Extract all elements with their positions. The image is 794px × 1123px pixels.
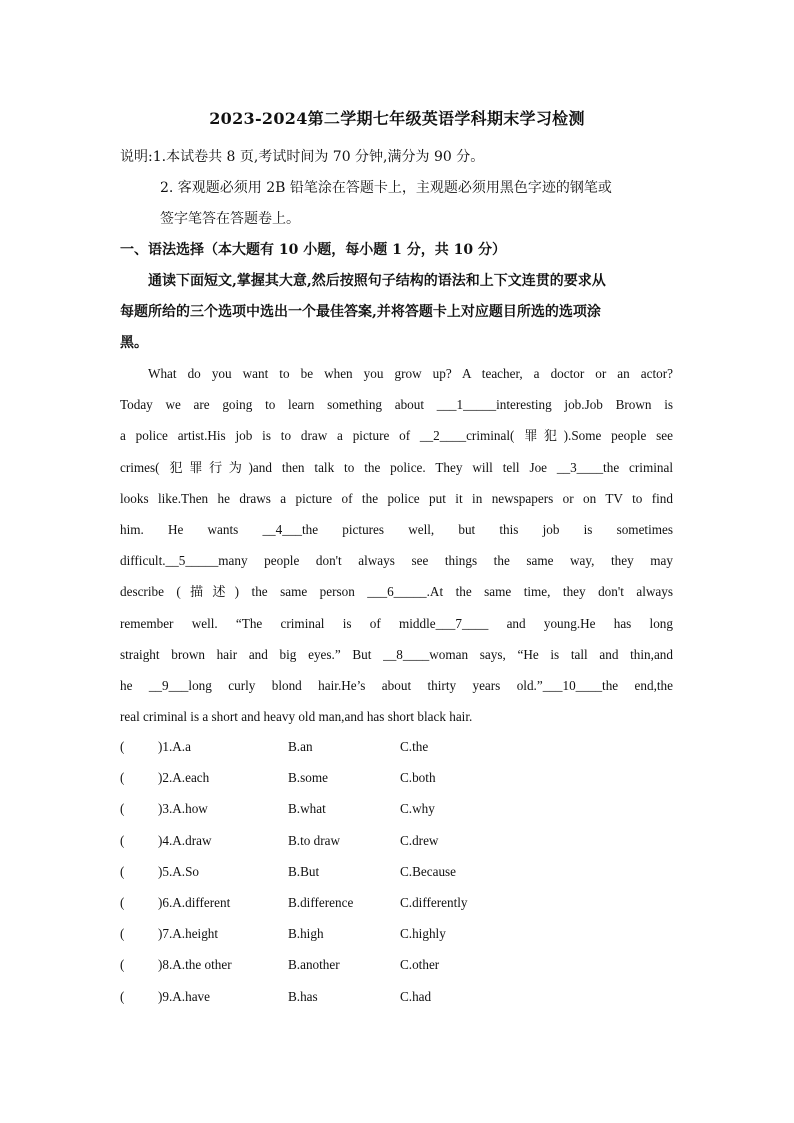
- option-b: B.to draw: [288, 832, 341, 848]
- option-a: )2.A.each: [158, 770, 210, 786]
- passage-line: remember well. “The criminal is of middle___7____ and young.He has long: [120, 615, 673, 631]
- passage-line: Today we are going to learn something about ___1_____interesting job.Job Brown is: [120, 397, 673, 413]
- directions-line-3: 黑。: [120, 335, 148, 351]
- option-a: )1.A.a: [158, 739, 191, 754]
- option-b: B.what: [288, 801, 326, 817]
- section-heading: 一、语法选择（本大题有 10 小题，每小题 1 分，共 10 分）: [120, 242, 506, 258]
- reading-passage: [120, 358, 673, 732]
- answer-paren: (: [120, 988, 125, 1004]
- option-c: C.both: [400, 770, 436, 786]
- option-b: B.an: [288, 739, 313, 754]
- passage-line: difficult.__5_____many people don't always see things the same way, they may: [120, 553, 673, 569]
- option-b: B.high: [288, 926, 324, 942]
- option-a: )6.A.different: [158, 894, 231, 910]
- directions-line-1: 通读下面短文,掌握其大意,然后按照句子结构的语法和上下文连贯的要求从: [148, 273, 606, 289]
- option-c: C.had: [400, 988, 432, 1004]
- option-a: )7.A.height: [158, 926, 219, 942]
- option-a: )5.A.So: [158, 863, 200, 879]
- answer-paren: (: [120, 957, 125, 973]
- option-a: )4.A.draw: [158, 832, 212, 848]
- option-b: B.has: [288, 988, 318, 1004]
- option-c: C.highly: [400, 926, 446, 942]
- answer-paren: (: [120, 770, 125, 786]
- answer-paren: (: [120, 739, 125, 754]
- passage-line: he __9___long curly blond hair.He’s about thirty years old.”___10____the end,the: [120, 677, 673, 693]
- answer-paren: (: [120, 801, 125, 817]
- passage-line: crimes( 犯罪行为)and then talk to the police. They will tell Joe __3____the criminal: [120, 459, 673, 475]
- passage-line: What do you want to be when you grow up? A teacher, a doctor or an actor?: [148, 366, 673, 381]
- option-b: B.difference: [288, 894, 354, 910]
- directions-line-2: 每题所给的三个选项中选出一个最佳答案,并将答题卡上对应题目所选的选项涂: [120, 304, 601, 320]
- option-c: C.other: [400, 957, 440, 973]
- exam-title: 2023-2024第二学期七年级英语学科期末学习检测: [209, 109, 585, 128]
- option-b: B.some: [288, 770, 328, 786]
- passage-line: real criminal is a short and heavy old man,and has short black hair.: [120, 709, 473, 725]
- instruction-line-1: 说明:1.本试卷共 8 页,考试时间为 70 分钟,满分为 90 分。: [120, 149, 485, 165]
- option-a: )8.A.the other: [158, 957, 232, 973]
- answer-paren: (: [120, 894, 125, 910]
- instruction-line-3: 签字笔答在答题卷上。: [160, 211, 300, 227]
- option-c: C.why: [400, 801, 435, 817]
- option-c: C.drew: [400, 832, 439, 848]
- option-c: C.the: [400, 739, 429, 754]
- option-b: B.But: [288, 863, 320, 879]
- option-c: C.differently: [400, 894, 468, 910]
- answer-paren: (: [120, 832, 125, 848]
- passage-line: a police artist.His job is to draw a picture of __2____criminal( 罪犯).Some people see: [120, 428, 673, 444]
- option-a: )9.A.have: [158, 988, 210, 1004]
- option-a: )3.A.how: [158, 801, 208, 817]
- passage-line: straight brown hair and big eyes.” But __8____woman says, “He is tall and thin,and: [120, 646, 673, 662]
- passage-line: looks like.Then he draws a picture of the police put it in newspapers or on TV to find: [120, 490, 673, 506]
- option-b: B.another: [288, 957, 340, 973]
- passage-line: describe (描述) the same person ___6_____.At the same time, they don't always: [120, 584, 673, 600]
- instruction-line-2: 2. 客观题必须用 2B 铅笔涂在答题卡上，主观题必须用黑色字迹的钢笔或: [160, 180, 612, 196]
- passage-line: him. He wants __4___the pictures well, but this job is sometimes: [120, 521, 673, 537]
- answer-paren: (: [120, 863, 125, 879]
- answer-paren: (: [120, 926, 125, 942]
- option-c: C.Because: [400, 863, 457, 879]
